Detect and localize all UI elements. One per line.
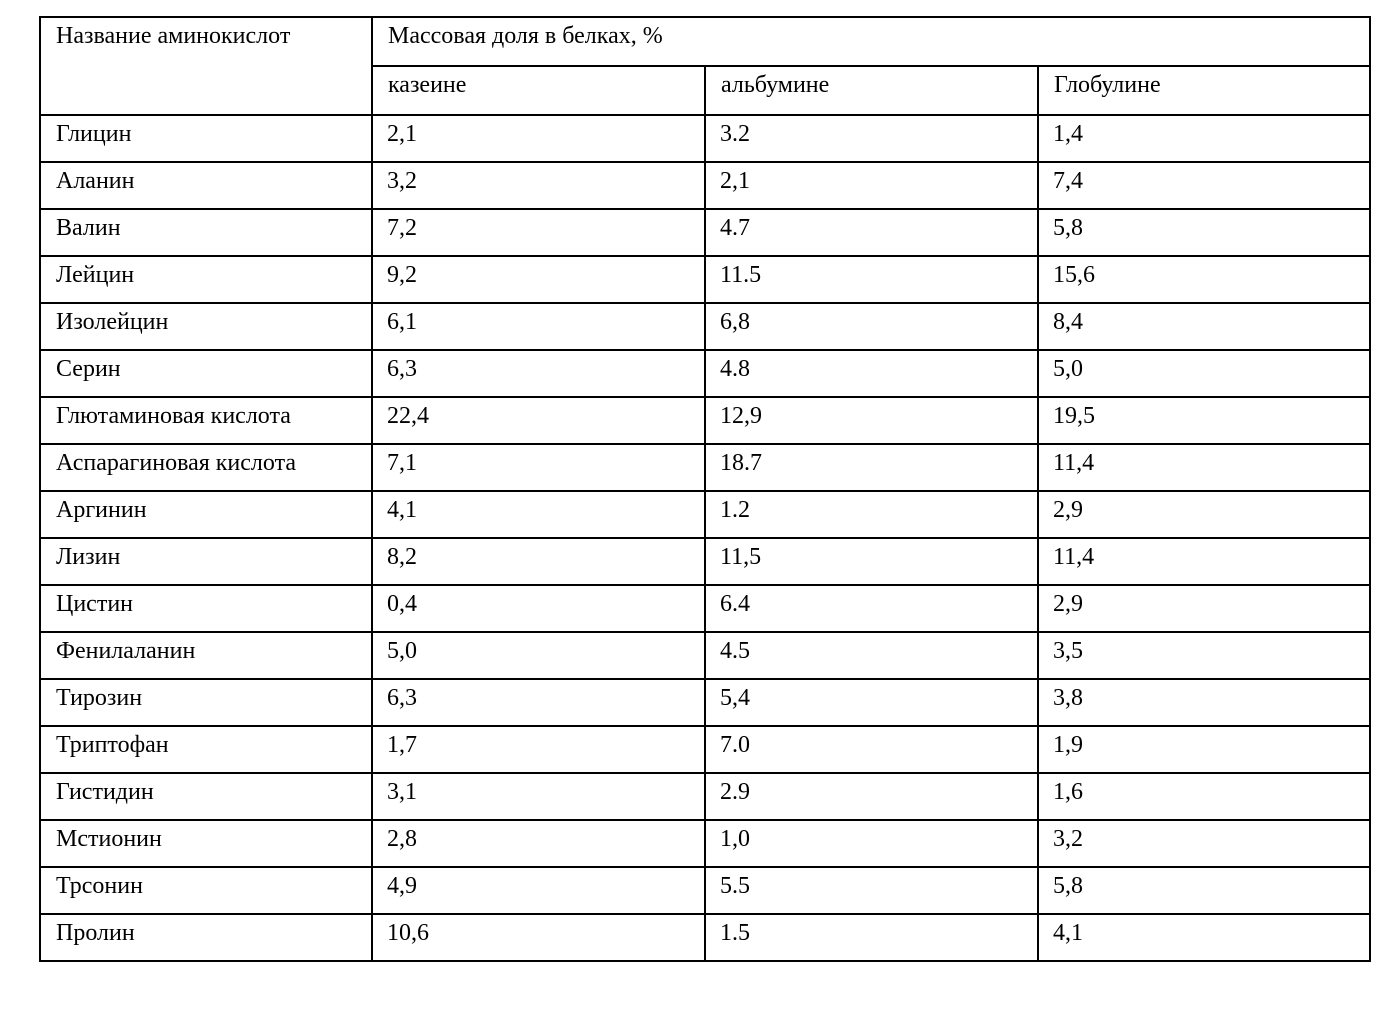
header-globulin: Глобулине	[1038, 66, 1370, 115]
table-row	[40, 491, 1370, 538]
casein-value-cell: 2,8	[372, 820, 705, 867]
albumin-value-cell: 12,9	[705, 397, 1038, 444]
amino-acid-name-cell: Аргинин	[40, 491, 372, 538]
albumin-value-cell: 5,4	[705, 679, 1038, 726]
globulin-value-cell: 3,8	[1038, 679, 1370, 726]
globulin-value-cell: 5,8	[1038, 867, 1370, 914]
albumin-value-cell: 18.7	[705, 444, 1038, 491]
casein-value-cell: 6,1	[372, 303, 705, 350]
albumin-value-cell: 6.4	[705, 585, 1038, 632]
table-row	[40, 444, 1370, 491]
amino-acid-name-cell: Изолейцин	[40, 303, 372, 350]
table-row	[40, 162, 1370, 209]
table-row	[40, 303, 1370, 350]
header-albumin: альбумине	[705, 66, 1038, 115]
amino-acid-table	[39, 16, 1371, 962]
amino-acid-name-cell: Цистин	[40, 585, 372, 632]
casein-value-cell: 22,4	[372, 397, 705, 444]
casein-value-cell: 2,1	[372, 115, 705, 162]
casein-value-cell: 6,3	[372, 350, 705, 397]
amino-acid-name-cell: Гистидин	[40, 773, 372, 820]
casein-value-cell: 4,1	[372, 491, 705, 538]
casein-value-cell: 8,2	[372, 538, 705, 585]
amino-acid-name-cell: Валин	[40, 209, 372, 256]
casein-value-cell: 3,1	[372, 773, 705, 820]
globulin-value-cell: 1,6	[1038, 773, 1370, 820]
table-row	[40, 773, 1370, 820]
amino-acid-name-cell: Мстионин	[40, 820, 372, 867]
amino-acid-name-cell: Лейцин	[40, 256, 372, 303]
casein-value-cell: 5,0	[372, 632, 705, 679]
table-row	[40, 914, 1370, 961]
table-row	[40, 350, 1370, 397]
albumin-value-cell: 4.5	[705, 632, 1038, 679]
albumin-value-cell: 4.8	[705, 350, 1038, 397]
albumin-value-cell: 4.7	[705, 209, 1038, 256]
casein-value-cell: 3,2	[372, 162, 705, 209]
albumin-value-cell: 11.5	[705, 256, 1038, 303]
albumin-value-cell: 1.2	[705, 491, 1038, 538]
header-casein: казеине	[372, 66, 705, 115]
amino-acid-name-cell: Глютаминовая кислота	[40, 397, 372, 444]
table-row	[40, 397, 1370, 444]
globulin-value-cell: 19,5	[1038, 397, 1370, 444]
albumin-value-cell: 1.5	[705, 914, 1038, 961]
amino-acid-name-cell: Пролин	[40, 914, 372, 961]
table-row	[40, 538, 1370, 585]
albumin-value-cell: 2,1	[705, 162, 1038, 209]
albumin-value-cell: 5.5	[705, 867, 1038, 914]
globulin-value-cell: 11,4	[1038, 538, 1370, 585]
header-amino-acid-name: Название аминокислот	[40, 17, 372, 115]
casein-value-cell: 7,2	[372, 209, 705, 256]
albumin-value-cell: 1,0	[705, 820, 1038, 867]
globulin-value-cell: 1,4	[1038, 115, 1370, 162]
casein-value-cell: 1,7	[372, 726, 705, 773]
amino-acid-name-cell: Триптофан	[40, 726, 372, 773]
casein-value-cell: 7,1	[372, 444, 705, 491]
casein-value-cell: 10,6	[372, 914, 705, 961]
globulin-value-cell: 5,8	[1038, 209, 1370, 256]
albumin-value-cell: 7.0	[705, 726, 1038, 773]
table-row	[40, 820, 1370, 867]
amino-acid-name-cell: Трсонин	[40, 867, 372, 914]
albumin-value-cell: 6,8	[705, 303, 1038, 350]
casein-value-cell: 9,2	[372, 256, 705, 303]
table-row	[40, 867, 1370, 914]
table-row	[40, 585, 1370, 632]
globulin-value-cell: 4,1	[1038, 914, 1370, 961]
table-row	[40, 632, 1370, 679]
globulin-value-cell: 8,4	[1038, 303, 1370, 350]
casein-value-cell: 6,3	[372, 679, 705, 726]
amino-acid-name-cell: Тирозин	[40, 679, 372, 726]
header-mass-fraction: Массовая доля в белках, %	[372, 17, 1370, 66]
table-row	[40, 115, 1370, 162]
amino-acid-name-cell: Аланин	[40, 162, 372, 209]
amino-acid-name-cell: Серин	[40, 350, 372, 397]
casein-value-cell: 0,4	[372, 585, 705, 632]
globulin-value-cell: 3,2	[1038, 820, 1370, 867]
amino-acid-name-cell: Аспарагиновая кислота	[40, 444, 372, 491]
globulin-value-cell: 2,9	[1038, 585, 1370, 632]
amino-acid-name-cell: Лизин	[40, 538, 372, 585]
albumin-value-cell: 11,5	[705, 538, 1038, 585]
albumin-value-cell: 3.2	[705, 115, 1038, 162]
header-row	[40, 17, 1370, 66]
table-body	[40, 17, 1370, 961]
globulin-value-cell: 2,9	[1038, 491, 1370, 538]
globulin-value-cell: 1,9	[1038, 726, 1370, 773]
amino-acid-name-cell: Глицин	[40, 115, 372, 162]
table-row	[40, 209, 1370, 256]
globulin-value-cell: 11,4	[1038, 444, 1370, 491]
table-row	[40, 726, 1370, 773]
table-row	[40, 679, 1370, 726]
albumin-value-cell: 2.9	[705, 773, 1038, 820]
globulin-value-cell: 7,4	[1038, 162, 1370, 209]
globulin-value-cell: 15,6	[1038, 256, 1370, 303]
globulin-value-cell: 5,0	[1038, 350, 1370, 397]
table-row	[40, 256, 1370, 303]
casein-value-cell: 4,9	[372, 867, 705, 914]
globulin-value-cell: 3,5	[1038, 632, 1370, 679]
amino-acid-name-cell: Фенилаланин	[40, 632, 372, 679]
